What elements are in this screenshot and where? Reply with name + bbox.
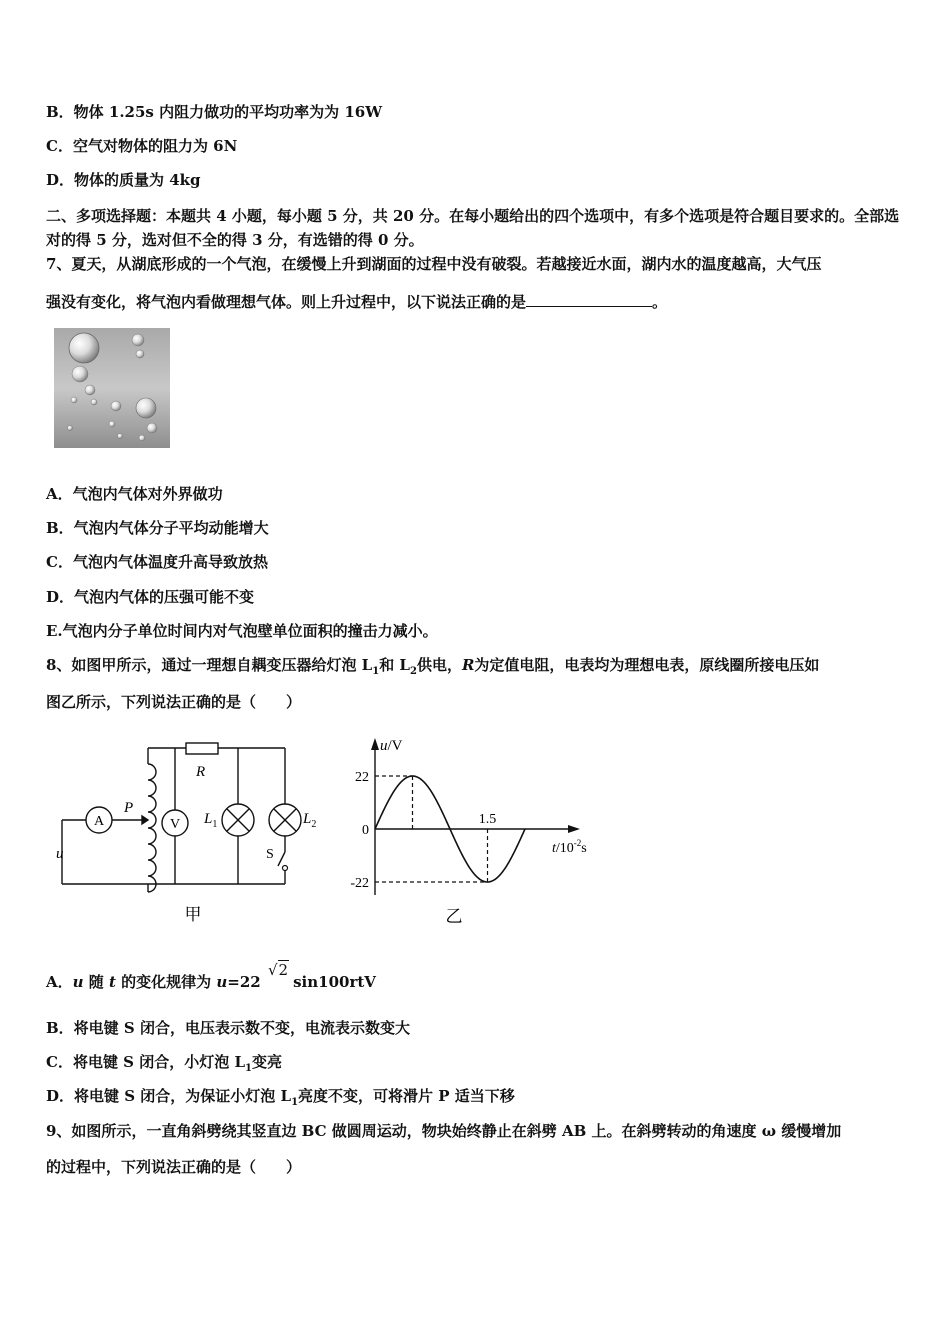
circuit-diagram [48,734,338,934]
q8-stem-part: 供电， [416,656,462,674]
q8-option-b: B．将电键 S 闭合，电压表示数不变，电流表示数变大 [46,1019,410,1037]
voltmeter-label: V [169,817,181,832]
x-axis-label: $t/10^{-2}s$ [552,838,587,856]
circuit-caption: 甲 [184,905,202,924]
q8-stem-sub: 1 [372,666,380,677]
q8-stem-r: R [461,656,475,674]
q8-stem-part: 为定值电阻，电表均为理想电表，原线圈所接电压如 [474,656,820,674]
q6-option-c: C．空气对物体的阻力为 6N [46,137,238,155]
section-heading: 二、多项选择题：本题共 4 小题，每小题 5 分，共 20 分。在每小题给出的四个选项中，有多个选项是符合题目要求的。全部选对的得 5 分，选对但不全的得 3 分，有选错的得 0 分。 [46,207,900,249]
graph-caption: 乙 [445,907,463,926]
y-tick-label: 0 [362,823,369,838]
q8-a-part: 随 [83,973,109,991]
q8-option-c [46,1052,282,1079]
q7-option-b: B．气泡内气体分子平均动能增大 [46,519,269,537]
y-tick-label: -22 [350,876,369,891]
q6-option-d: D．物体的质量为 4kg [46,171,201,189]
q7-stem-line1: 7、夏天，从湖底形成的一个气泡，在缓慢上升到湖面的过程中没有破裂。若越接近水面，湖内水的温度越高，大气压 [46,255,822,273]
q8-c-part: C．将电键 S 闭合，小灯泡 L [46,1053,245,1071]
q7-option-a: A．气泡内气体对外界做功 [46,485,223,503]
q8-d-part: D．将电键 S 闭合，为保证小灯泡 L [46,1087,292,1105]
q8-a-part: sin100rtV [293,973,376,991]
q8-stem-part: 和 L [379,656,410,674]
switch-label: S [266,847,274,862]
q7-option-e: E.气泡内分子单位时间内对气泡壁单位面积的撞击力减小。 [46,622,438,640]
q8-stem-sub: 2 [409,666,417,677]
q7-stem-end: 。 [652,293,668,311]
tap-label: P [124,800,134,816]
q8-a-part: t [109,973,116,991]
sqrt-radicand: 2 [278,961,289,979]
sqrt-symbol: √2 [267,961,289,979]
lamp1-label: $L_1$ [204,811,218,830]
q7-option-d: D．气泡内气体的压强可能不变 [46,588,255,606]
q8-d-part: 亮度不变，可将滑片 P 适当下移 [298,1087,515,1105]
q8-a-part: =22 [227,973,261,991]
q7-option-c: C．气泡内气体温度升高导致放热 [46,553,268,571]
q8-option-a [46,961,376,992]
q9-stem-line1: 9、如图所示，一直角斜劈绕其竖直边 BC 做圆周运动，物块始终静止在斜劈 AB 上。在斜劈转动的角速度 ω 缓慢增加 [46,1122,842,1140]
q8-a-part: u [216,973,228,991]
answer-blank [526,292,652,307]
lamp2-label: $L_2$ [303,811,317,830]
q7-stem-line2 [46,292,667,312]
q8-stem-part: 8、如图甲所示，通过一理想自耦变压器给灯泡 L [46,656,373,674]
ammeter-label: A [93,814,105,829]
y-axis-label: u/V [380,738,403,754]
q8-a-part: 的变化规律为 [115,973,217,991]
source-label: u [56,846,64,862]
lamp1-icon [222,804,254,836]
lamp2-icon [269,804,301,836]
q8-stem-line2: 图乙所示，下列说法正确的是（ ） [46,693,302,711]
q7-stem-text: 强没有变化，将气泡内看做理想气体。则上升过程中，以下说法正确的是 [46,293,527,311]
q8-option-d [46,1086,515,1113]
q8-d-sub: 1 [291,1097,299,1108]
x-tick-label: 1.5 [478,812,497,827]
resistor-label: R [196,764,206,780]
q9-stem-line2: 的过程中，下列说法正确的是（ ） [46,1158,302,1176]
q6-option-b: B．物体 1.25s 内阻力做功的平均功率为为 16W [46,103,383,121]
bubbles-image [54,328,170,448]
q8-stem-line1 [46,655,819,682]
q8-a-part: A． [46,973,73,991]
q8-c-sub: 1 [245,1063,252,1074]
q8-a-part: u [72,973,84,991]
switch-contact-icon [283,866,288,871]
q8-c-part: 变亮 [251,1053,282,1071]
y-tick-label: 22 [355,770,369,785]
voltage-graph [330,730,620,930]
